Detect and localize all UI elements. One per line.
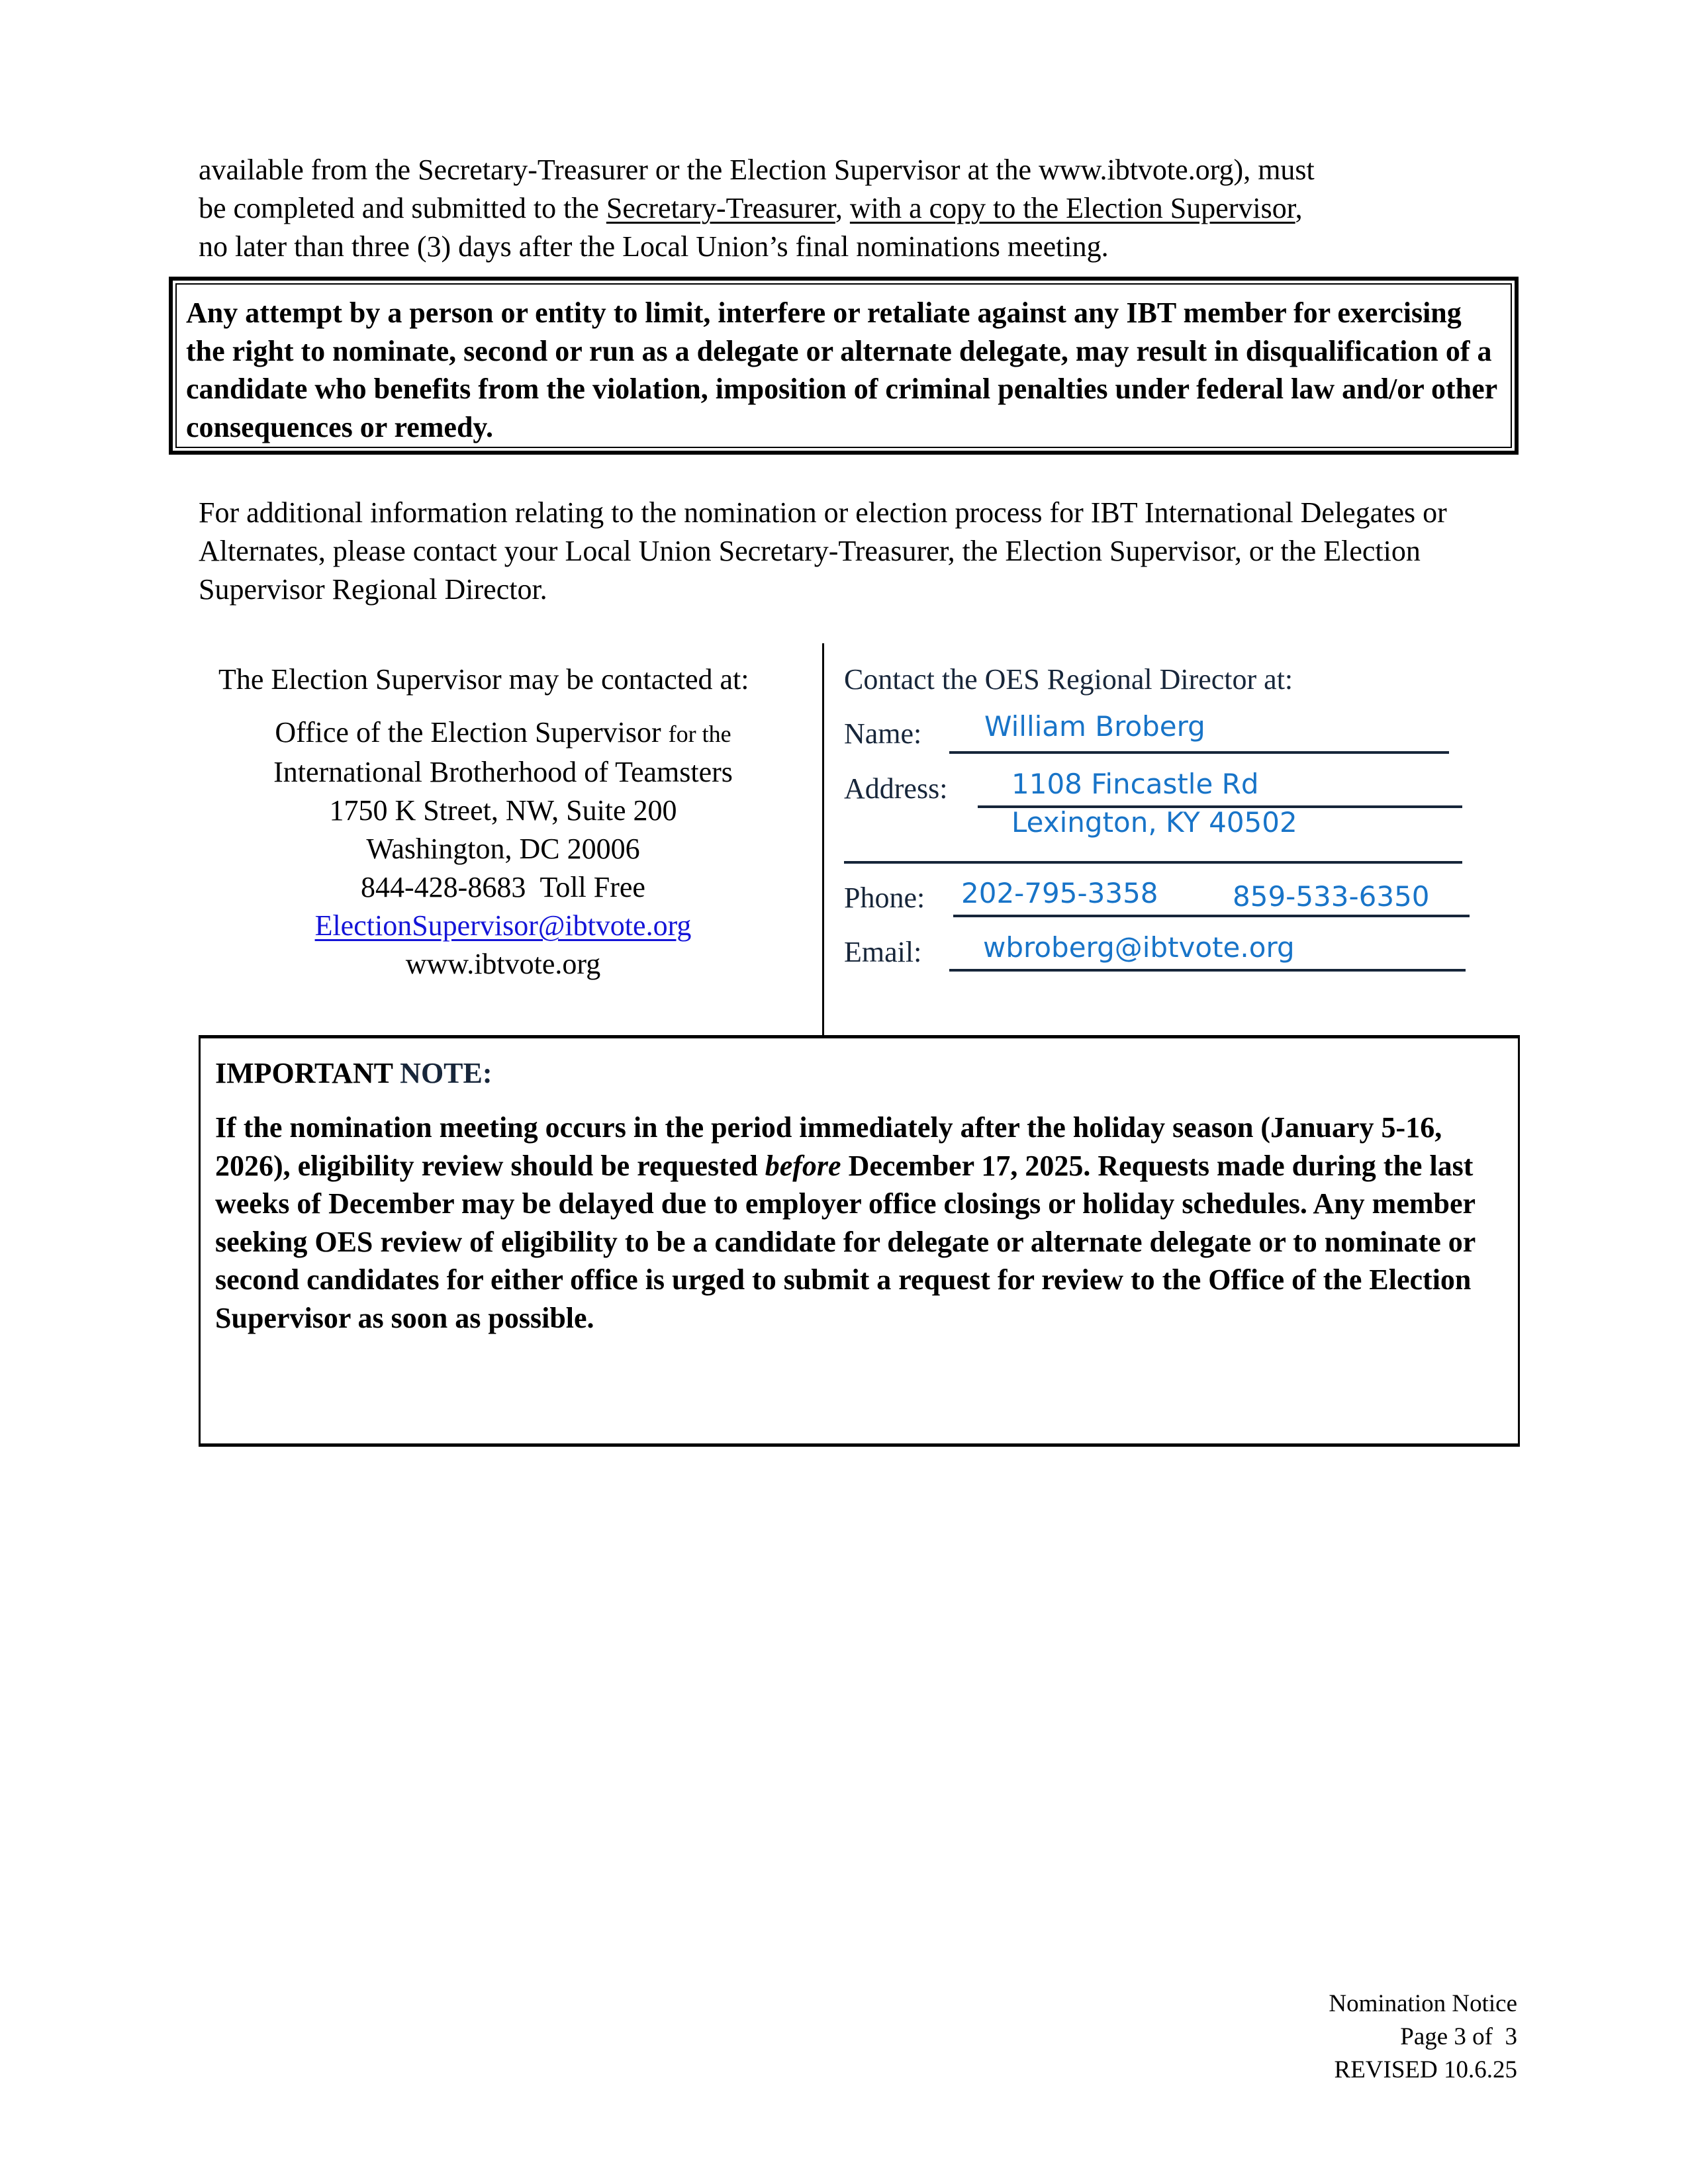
footer-doc-title: Nomination Notice [1329,1990,1517,2017]
footer-page-number: Page 3 of 3 [1400,2023,1517,2050]
page-footer [1329,1987,1517,2087]
supervisor-email-link[interactable]: ElectionSupervisor@ibtvote.org [314,909,692,942]
important-note-body [215,1109,1498,1337]
director-address-line-1: 1108 Fincastle Rd [1011,768,1259,800]
important-note-box [199,1035,1520,1447]
supervisor-office-line [205,713,801,753]
column-divider [822,643,824,1037]
supervisor-address-block [205,713,801,983]
note-body-text-1: If the nomination meeting occurs in the period immediately after the holiday season (January 5-16, 2026), eligibility review should be requested [215,1111,1442,1182]
title-important: IMPORTANT [215,1057,400,1089]
supervisor-website: www.ibtvote.org [405,948,601,980]
supervisor-phone: 844-428-8683 Toll Free [361,871,645,903]
address-label: Address: [844,772,948,805]
supervisor-org: International Brotherhood of Teamsters [273,756,733,788]
intro-line-2 [199,189,1516,228]
office-name: Office of the Election Supervisor [275,716,661,749]
important-note-title [215,1056,492,1090]
phone-underline [953,915,1470,917]
note-body-text-2: December 17, 2025. Requests made during the last weeks of December may be delayed due to employer office closings or holiday schedules. Any member seeking OES review of eligibility to be a candidate for delegate or alternate delegate or to nominate or second candidates for either office is urged to submit a request for review to the Office of the Election Supervisor as soon as possible. [215,1149,1476,1334]
retaliation-warning-box [169,277,1519,455]
intro-line-3: no later than three (3) days after the Local Union’s final nominations meeting. [199,230,1109,263]
name-underline [949,751,1449,754]
comma: , [1295,192,1303,224]
name-label: Name: [844,717,922,750]
email-underline [949,969,1466,972]
election-supervisor-contact [218,660,801,983]
email-label: Email: [844,936,922,968]
intro-line-1: available from the Secretary-Treasurer or the Election Supervisor at the www.ibtvote.org), must [199,154,1315,186]
director-email-value[interactable]: wbroberg@ibtvote.org [983,931,1295,964]
office-suffix: for the [668,721,731,747]
phone-label: Phone: [844,882,925,914]
address-underline-2 [844,861,1462,864]
supervisor-street: 1750 K Street, NW, Suite 200 [329,794,677,827]
regional-director-heading: Contact the OES Regional Director at: [844,663,1293,696]
separator: , [835,192,850,224]
intro-paragraph [199,151,1516,266]
director-phone-2: 859-533-6350 [1233,880,1430,913]
warning-text: Any attempt by a person or entity to limit, interfere or retaliate against any IBT member for exercising the right to nominate, second or run as a delegate or alternate delegate, may result in disqualification of a candidate who benefits from the violation, imposition of criminal penalties under federal law and/or other consequences or remedy. [186,296,1497,443]
director-address-line-2: Lexington, KY 40502 [1011,806,1297,839]
supervisor-intro: The Election Supervisor may be contacted at: [218,663,749,696]
additional-info-paragraph: For additional information relating to the nomination or election process for IBT International Delegates or Alternates, please contact your Local Union Secretary-Treasurer, the Election Supervisor, or the Election Supervisor Regional Director. [199,496,1447,606]
director-name-value: William Broberg [984,710,1205,743]
supervisor-city: Washington, DC 20006 [366,833,640,865]
title-note: NOTE: [400,1057,492,1089]
director-phone-1: 202-795-3358 [961,877,1158,909]
copy-to-supervisor-underlined: with a copy to the Election Supervisor [849,192,1295,224]
intro-line-2-text: be completed and submitted to the [199,192,606,224]
note-body-emphasis: before [765,1149,841,1182]
secretary-treasurer-underlined: Secretary-Treasurer [606,192,835,224]
footer-revised: REVISED 10.6.25 [1334,2056,1517,2083]
